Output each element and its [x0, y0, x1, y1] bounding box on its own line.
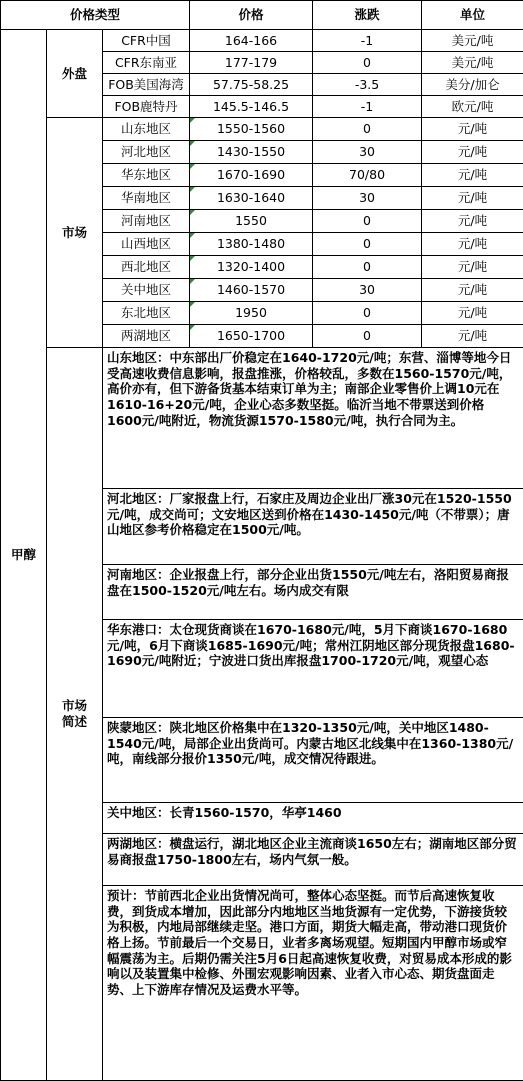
row-unit: 元/吨	[422, 279, 523, 302]
row-name: 山东地区	[103, 118, 190, 141]
row-unit: 元/吨	[422, 256, 523, 279]
summary-text: 华东港口：太仓现货商谈在1670-1680元/吨，5月下商谈1670-1680元/吨，6月下商谈1685-1690元/吨；常州江阴地区部分现货报盘1680-1690元/吨附近；宁波进口货出库报盘1700-1720元/吨，观望心态	[107, 622, 519, 669]
summary-text: 关中地区：长青1560-1570，华亭1460	[107, 805, 519, 821]
row-price: 1650-1700	[190, 325, 313, 348]
row-price: 1630-1640	[190, 187, 313, 210]
row-change: 30	[313, 187, 422, 210]
row-name: FOB美国海湾	[103, 74, 190, 96]
row-unit: 美元/吨	[422, 30, 523, 52]
group-summary-line1: 市场	[47, 698, 102, 714]
summary-row	[1, 348, 523, 489]
header-change: 涨跌	[313, 1, 422, 30]
row-unit: 美分/加仑	[422, 74, 523, 96]
external-row	[1, 30, 523, 52]
row-change: 0	[313, 302, 422, 325]
row-name: 关中地区	[103, 279, 190, 302]
row-change: 70/80	[313, 164, 422, 187]
row-name: 山西地区	[103, 233, 190, 256]
group-external: 外盘	[47, 30, 103, 118]
row-change: 0	[313, 325, 422, 348]
row-unit: 元/吨	[422, 325, 523, 348]
summary-cell	[103, 565, 523, 620]
summary-cell	[103, 718, 523, 803]
row-price: 164-166	[190, 30, 313, 52]
row-change: 0	[313, 210, 422, 233]
row-unit: 元/吨	[422, 118, 523, 141]
row-price: 57.75-58.25	[190, 74, 313, 96]
summary-cell	[103, 803, 523, 834]
row-price: 1430-1550	[190, 141, 313, 164]
group-summary	[47, 348, 103, 1081]
summary-text: 两湖地区：横盘运行，湖北地区企业主流商谈1650左右；湖南地区部分贸易商报盘1750-1800左右，场内气氛一般。	[107, 836, 519, 867]
summary-cell	[103, 620, 523, 718]
row-change: -1	[313, 96, 422, 118]
row-name: 东北地区	[103, 302, 190, 325]
row-change: -1	[313, 30, 422, 52]
summary-text: 河北地区：厂家报盘上行，石家庄及周边企业出厂涨30元在1520-1550元/吨，成交尚可；文安地区送到价格在1430-1450元/吨（不带票）；唐山地区参考价格稳定在1500元/吨。	[107, 491, 519, 538]
row-price: 1460-1570	[190, 279, 313, 302]
row-name: 河南地区	[103, 210, 190, 233]
row-price: 145.5-146.5	[190, 96, 313, 118]
summary-cell	[103, 489, 523, 565]
row-change: 0	[313, 52, 422, 74]
row-unit: 欧元/吨	[422, 96, 523, 118]
row-unit: 元/吨	[422, 210, 523, 233]
group-market: 市场	[47, 118, 103, 348]
row-unit: 元/吨	[422, 233, 523, 256]
row-price: 1550	[190, 210, 313, 233]
summary-text: 山东地区：中东部出厂价稳定在1640-1720元/吨；东营、淄博等地今日受高速收费信息影响，报盘推涨，价格较乱，多数在1560-1570元/吨，高价亦有，但下游备货基本结束订单为主；南部企业零售价上调10元在1610-16+20元/吨，企业心态多数坚挺。临沂当地不带票送到价格1600元/吨附近，物流货源1570-1580元/吨，执行合同为主。	[107, 350, 519, 428]
summary-cell	[103, 834, 523, 886]
group-summary-line2: 简述	[47, 714, 102, 730]
summary-text: 预计：节前西北企业出货情况尚可，整体心态坚挺。而节后高速恢复收费，到货成本增加，因此部分内地地区当地货源有一定优势，下游接货较为积极，内地局部继续走坚。港口方面，期货大幅走高，带动港口现货价格上扬。节前最后一个交易日，业者多离场观望。短期国内甲醇市场或窄幅震荡为主。后期仍需关注5月6日起高速恢复收费，对贸易成本形成的影响以及装置集中检修、外围宏观影响因素、业者入市心态、期货盘面走势、上下游库存情况及运费水平等。	[107, 888, 519, 997]
row-price: 1320-1400	[190, 256, 313, 279]
row-change: -3.5	[313, 74, 422, 96]
row-change: 30	[313, 141, 422, 164]
row-name: FOB鹿特丹	[103, 96, 190, 118]
header-price: 价格	[190, 1, 313, 30]
row-unit: 元/吨	[422, 302, 523, 325]
summary-cell	[103, 348, 523, 489]
row-name: 西北地区	[103, 256, 190, 279]
header-row	[1, 1, 523, 30]
row-price: 1670-1690	[190, 164, 313, 187]
summary-text: 河南地区：企业报盘上行，部分企业出货1550元/吨左右，洛阳贸易商报盘在1500-1520元/吨左右。场内成交有限	[107, 567, 519, 598]
row-change: 0	[313, 118, 422, 141]
row-unit: 美元/吨	[422, 52, 523, 74]
row-unit: 元/吨	[422, 164, 523, 187]
header-type: 价格类型	[1, 1, 190, 30]
market-row	[1, 118, 523, 141]
row-name: 华南地区	[103, 187, 190, 210]
summary-cell	[103, 886, 523, 1081]
header-unit: 单位	[422, 1, 523, 30]
row-name: CFR东南亚	[103, 52, 190, 74]
row-change: 0	[313, 256, 422, 279]
row-name: CFR中国	[103, 30, 190, 52]
row-name: 华东地区	[103, 164, 190, 187]
row-name: 两湖地区	[103, 325, 190, 348]
row-unit: 元/吨	[422, 141, 523, 164]
row-change: 30	[313, 279, 422, 302]
summary-text: 陕蒙地区：陕北地区价格集中在1320-1350元/吨，关中地区1480-1540元/吨，局部企业出货尚可。内蒙古地区北线集中在1360-1380元/吨，南线部分报价1350元/吨，成交情况待跟进。	[107, 720, 519, 767]
row-price: 177-179	[190, 52, 313, 74]
row-name: 河北地区	[103, 141, 190, 164]
row-price: 1950	[190, 302, 313, 325]
row-change: 0	[313, 233, 422, 256]
row-price: 1380-1480	[190, 233, 313, 256]
row-price: 1550-1560	[190, 118, 313, 141]
row-unit: 元/吨	[422, 187, 523, 210]
product-name: 甲醇	[1, 30, 47, 1081]
